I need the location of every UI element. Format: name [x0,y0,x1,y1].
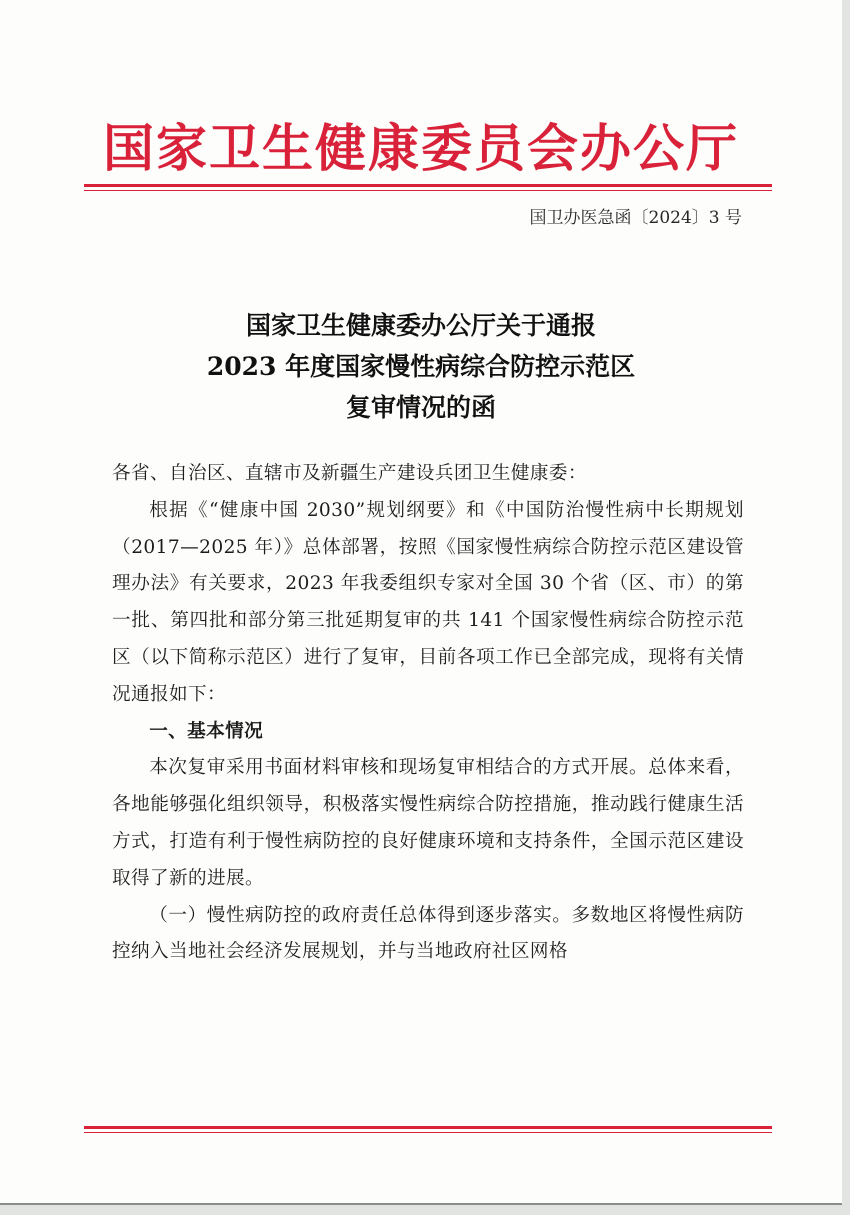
footer-red-rule-thin [84,1132,772,1133]
document-subject [0,305,842,428]
page-edge-bottom [0,1205,850,1215]
paragraph-government-responsibility: （一）慢性病防控的政府责任总体得到逐步落实。多数地区将慢性病防控纳入当地社会经济发展规划，并与当地政府社区网格 [112,904,744,963]
salutation: 各省、自治区、直辖市及新疆生产建设兵团卫生健康委： [112,463,587,484]
letterhead-title: 国家卫生健康委员会办公厅 [102,119,739,179]
subject-line-3: 复审情况的函 [345,393,496,422]
letterhead-red-rule-thin [84,190,772,191]
footer-red-rule-thick [84,1126,772,1129]
subject-line-1: 国家卫生健康委办公厅关于通报 [245,311,596,340]
document-body [112,456,744,971]
subject-line-2: 2023 年度国家慢性病综合防控示范区 [206,352,636,381]
letterhead-red-rule-thick [84,184,772,187]
paragraph-review-overview: 本次复审采用书面材料审核和现场复审相结合的方式开展。总体来看，各地能够强化组织领导，积极落实慢性病综合防控措施，推动践行健康生活方式，打造有利于慢性病防控的良好健康环境和支持条件，全国示范区建设取得了新的进展。 [112,757,744,889]
page-edge-right [842,0,850,1215]
section-heading-basic-situation: 一、基本情况 [149,720,264,742]
document-number: 国卫办医急函〔2024〕3 号 [529,208,742,228]
page-bottom-edge-line [0,1203,842,1205]
paragraph-intro: 根据《“健康中国 2030”规划纲要》和《中国防治慢性病中长期规划（2017—2025 年）》总体部署，按照《国家慢性病综合防控示范区建设管理办法》有关要求，2023 年我委组织专家对全国 30 个省（区、市）的第一批、第四批和部分第三批延期复审的共 141 个国家慢性病综合防控示范区（以下简称示范区）进行了复审，目前各项工作已全部完成，现将有关情况通报如下： [112,499,744,705]
